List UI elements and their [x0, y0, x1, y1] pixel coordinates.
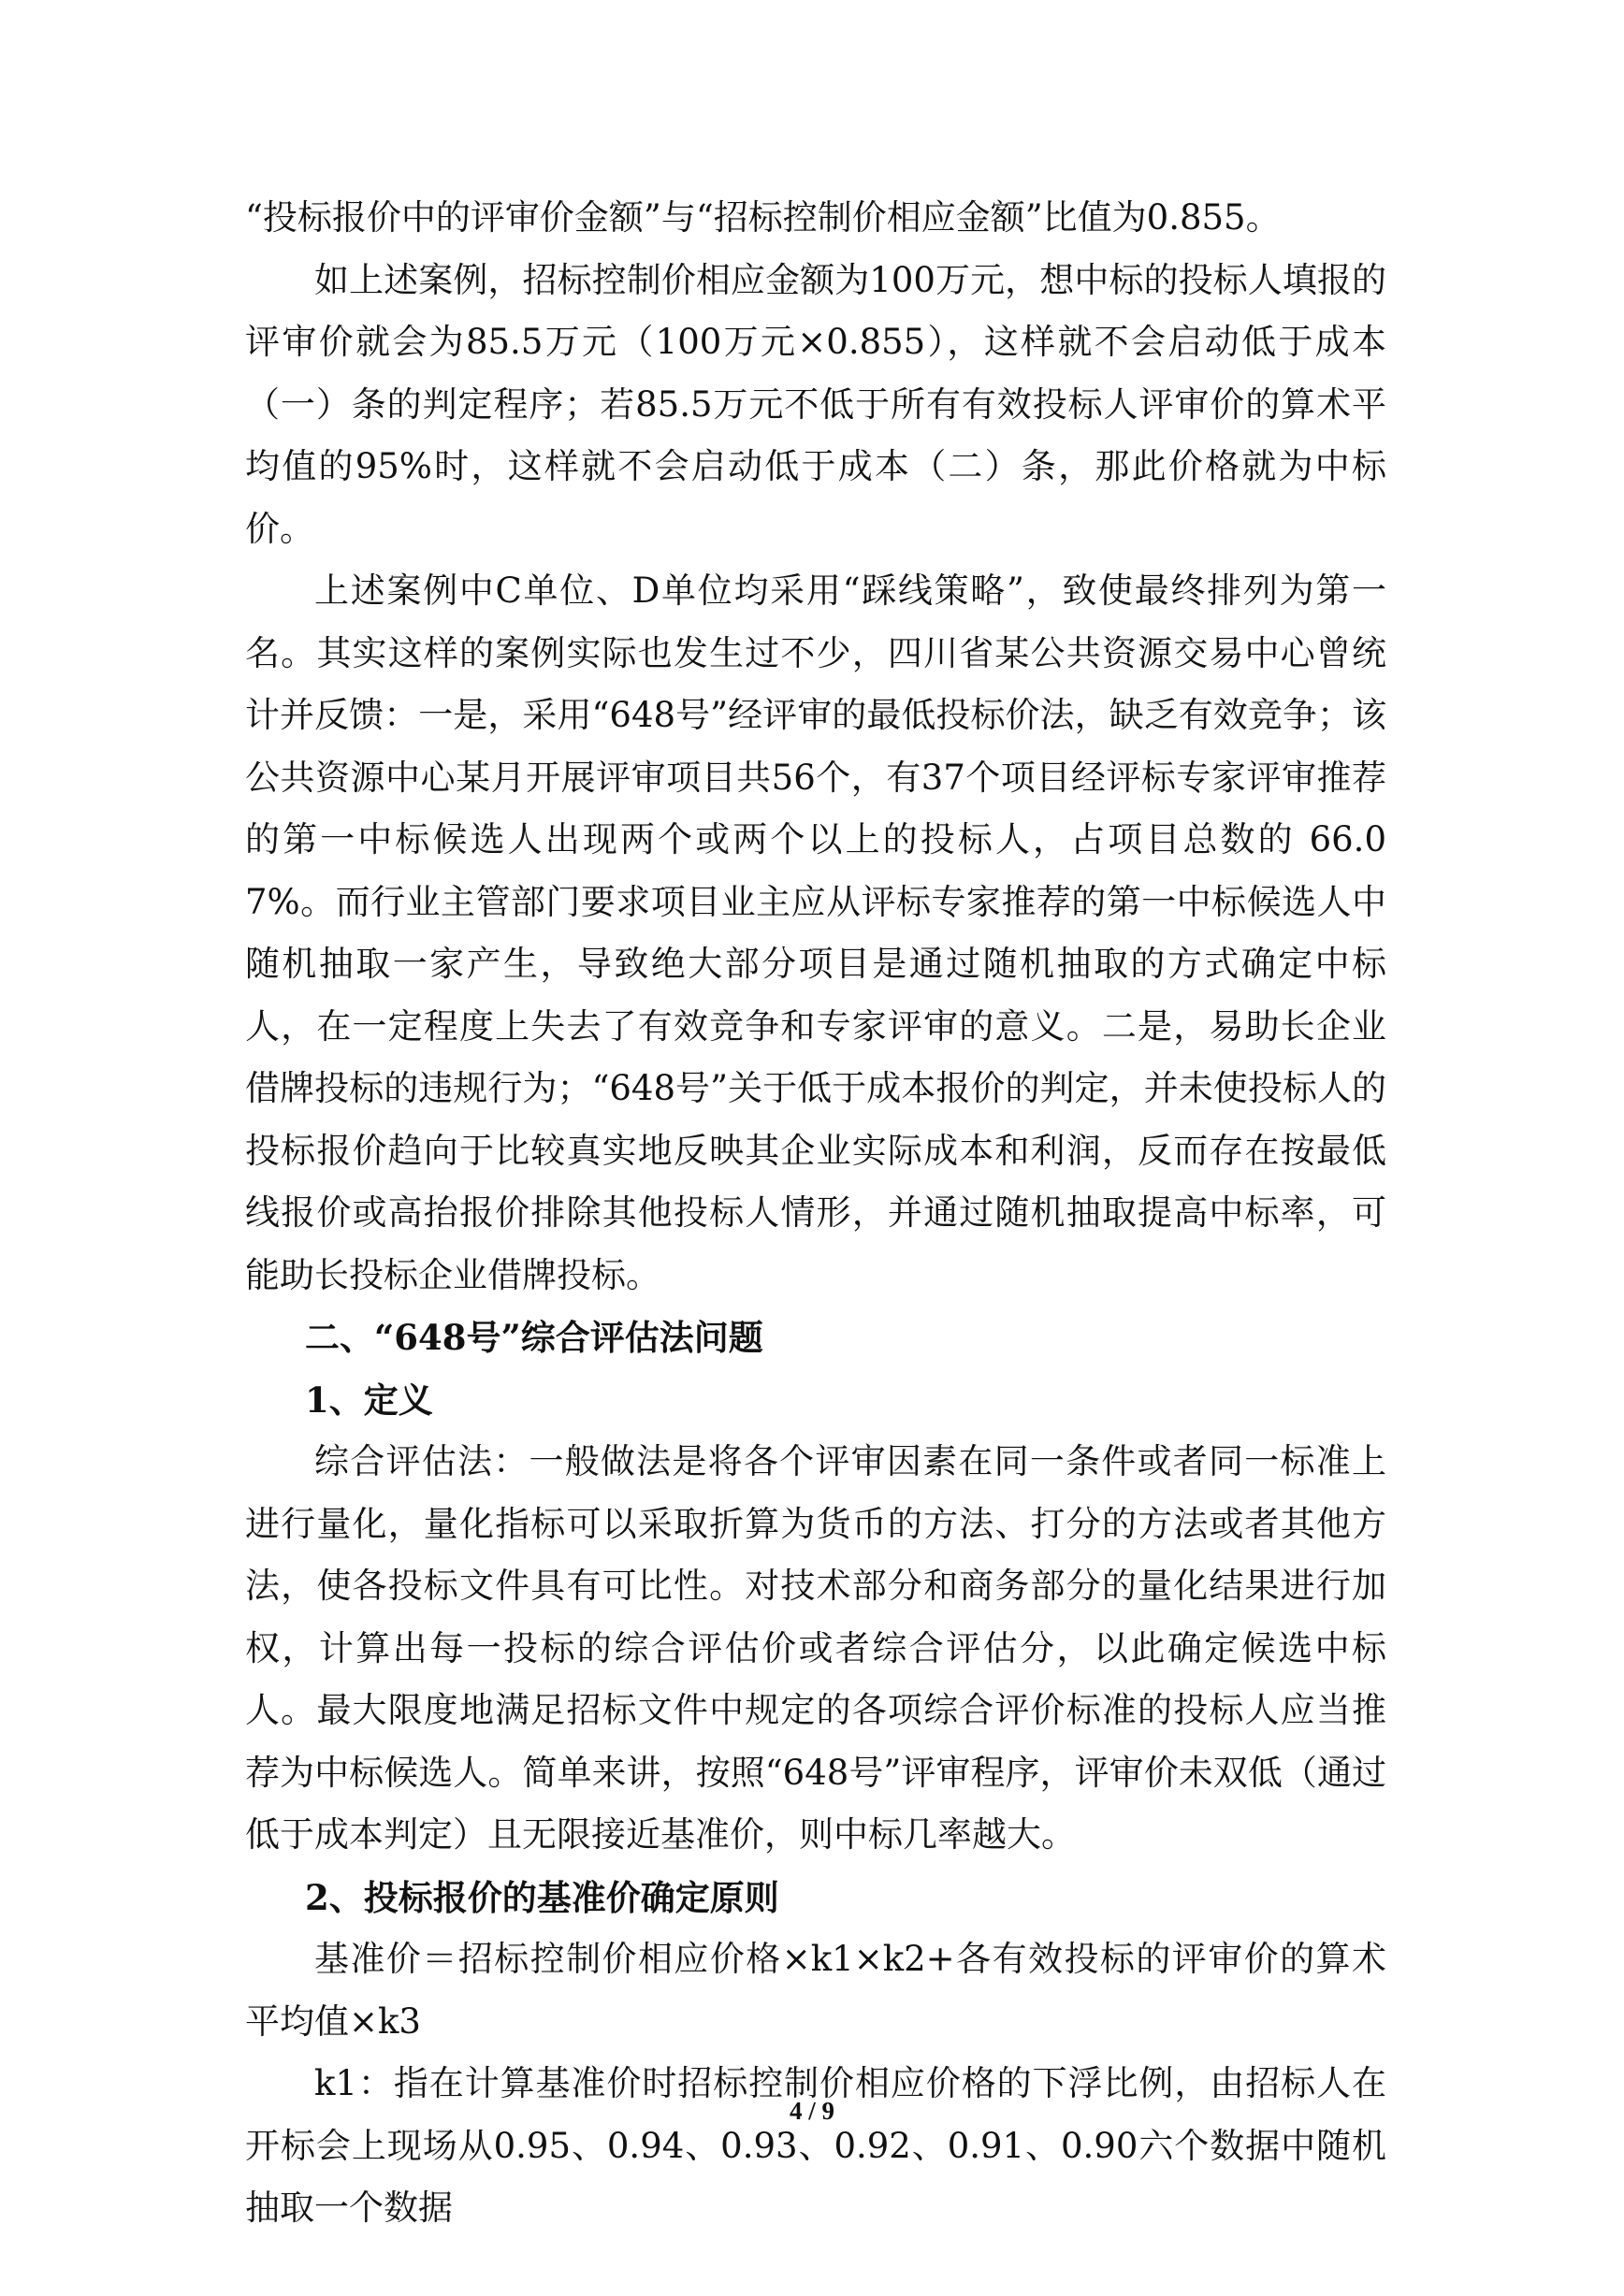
subheading-definition: 1、定义: [305, 1379, 433, 1421]
page-number: 4 / 9: [789, 2097, 834, 2125]
paragraph-k1-definition: k1：指在计算基准价时招标控制价相应价格的下浮比例，由招标人在开标会上现场从0.95、0.94、0.93、0.92、0.91、0.90六个数据中随机抽取一个数据: [245, 2063, 1386, 2228]
subheading-benchmark-principle: 2、投标报价的基准价确定原则: [305, 1876, 779, 1918]
document-page: [245, 187, 1386, 2240]
paragraph-case-example: 如上述案例，招标控制价相应金额为100万元，想中标的投标人填报的评审价就会为85.5万元（100万元×0.855），这样就不会启动低于成本（一）条的判定程序；若85.5万元不低于所有有效投标人评审价的算术平均值的95%时，这样就不会启动低于成本（二）条，那此价格就为中标价。: [245, 259, 1386, 549]
paragraph-benchmark-formula: 基准价＝招标控制价相应价格×k1×k2+各有效投标的评审价的算术平均值×k3: [245, 1939, 1386, 2042]
paragraph-ratio: “投标报价中的评审价金额”与“招标控制价相应金额”比值为0.855。: [245, 197, 1281, 238]
section-heading-comprehensive-evaluation: 二、“648号”综合评估法问题: [305, 1317, 763, 1358]
paragraph-case-analysis: 上述案例中C单位、D单位均采用“踩线策略”，致使最终排列为第一名。其实这样的案例实际也发生过不少，四川省某公共资源交易中心曾统计并反馈：一是，采用“648号”经评审的最低投标价法，缺乏有效竞争；该公共资源中心某月开展评审项目共56个，有37个项目经评标专家评审推荐的第一中标候选人出现两个或两个以上的投标人，占项目总数的 66.07%。而行业主管部门要求项目业主应从评标专家推荐的第一中标候选人中随机抽取一家产生，导致绝大部分项目是通过随机抽取的方式确定中标人，在一定程度上失去了有效竞争和专家评审的意义。二是，易助长企业借牌投标的违规行为；“648号”关于低于成本报价的判定，并未使投标人的投标报价趋向于比较真实地反映其企业实际成本和利润，反而存在按最低线报价或高抬报价排除其他投标人情形，并通过随机抽取提高中标率，可能助长投标企业借牌投标。: [245, 570, 1386, 1295]
paragraph-definition: 综合评估法：一般做法是将各个评审因素在同一条件或者同一标准上进行量化，量化指标可以采取折算为货币的方法、打分的方法或者其他方法，使各投标文件具有可比性。对技术部分和商务部分的量化结果进行加权，计算出每一投标的综合评估价或者综合评估分，以此确定候选中标人。最大限度地满足招标文件中规定的各项综合评价标准的投标人应当推荐为中标候选人。简单来讲，按照“648号”评审程序，评审价未双低（通过低于成本判定）且无限接近基准价，则中标几率越大。: [245, 1441, 1386, 1855]
